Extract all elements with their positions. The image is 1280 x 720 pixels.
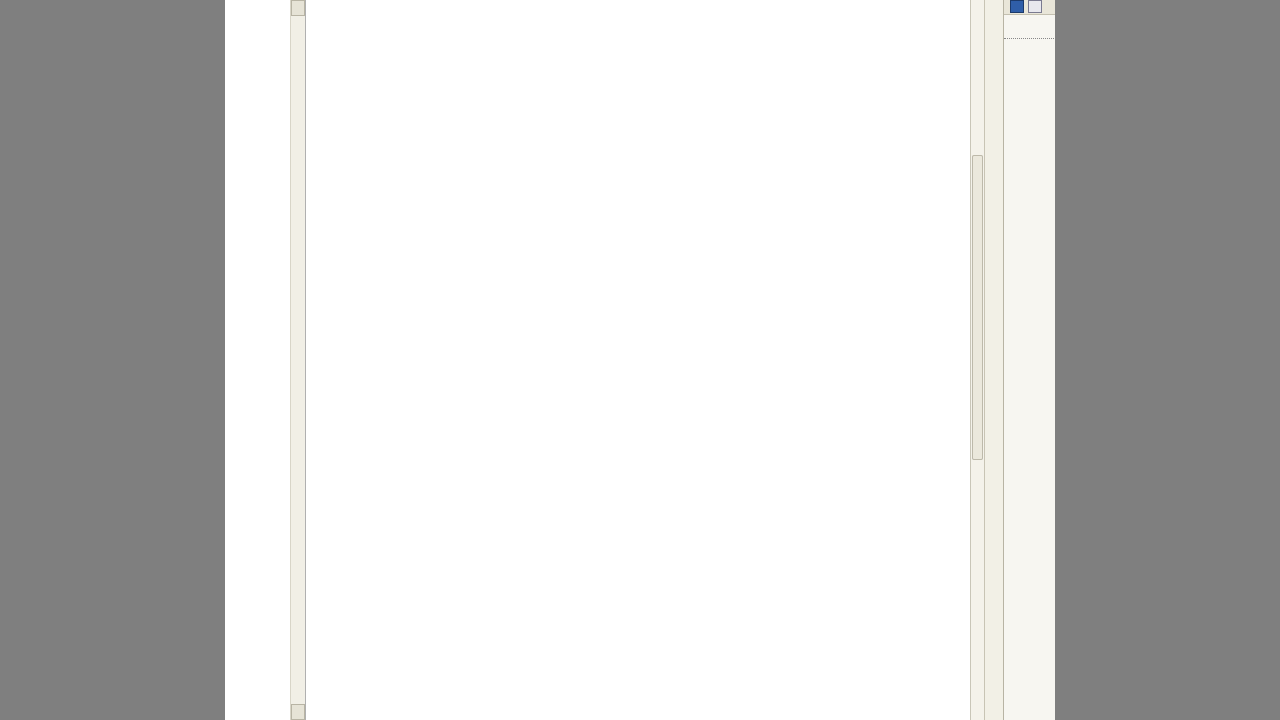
left-scrollbar[interactable] — [290, 0, 306, 720]
book-tab-strip — [984, 0, 1003, 720]
verse[interactable] — [312, 31, 967, 51]
scroll-down-button[interactable] — [291, 704, 305, 720]
splitter-grip-icon[interactable] — [294, 346, 302, 354]
ruler — [1004, 20, 1055, 39]
verse[interactable] — [312, 58, 967, 78]
side-panel — [1003, 0, 1055, 720]
edit-note-icon[interactable] — [1028, 0, 1042, 13]
side-toolbar — [1004, 0, 1055, 15]
save-icon[interactable] — [1010, 0, 1024, 13]
scroll-thumb[interactable] — [972, 155, 983, 460]
verse-list — [312, 4, 967, 91]
verses-before-heading — [312, 4, 967, 78]
bible-text-pane[interactable] — [305, 0, 971, 720]
text-scrollbar[interactable] — [970, 0, 985, 720]
scroll-up-button[interactable] — [291, 0, 305, 16]
reader-window — [225, 0, 1055, 720]
verse[interactable] — [312, 4, 967, 24]
